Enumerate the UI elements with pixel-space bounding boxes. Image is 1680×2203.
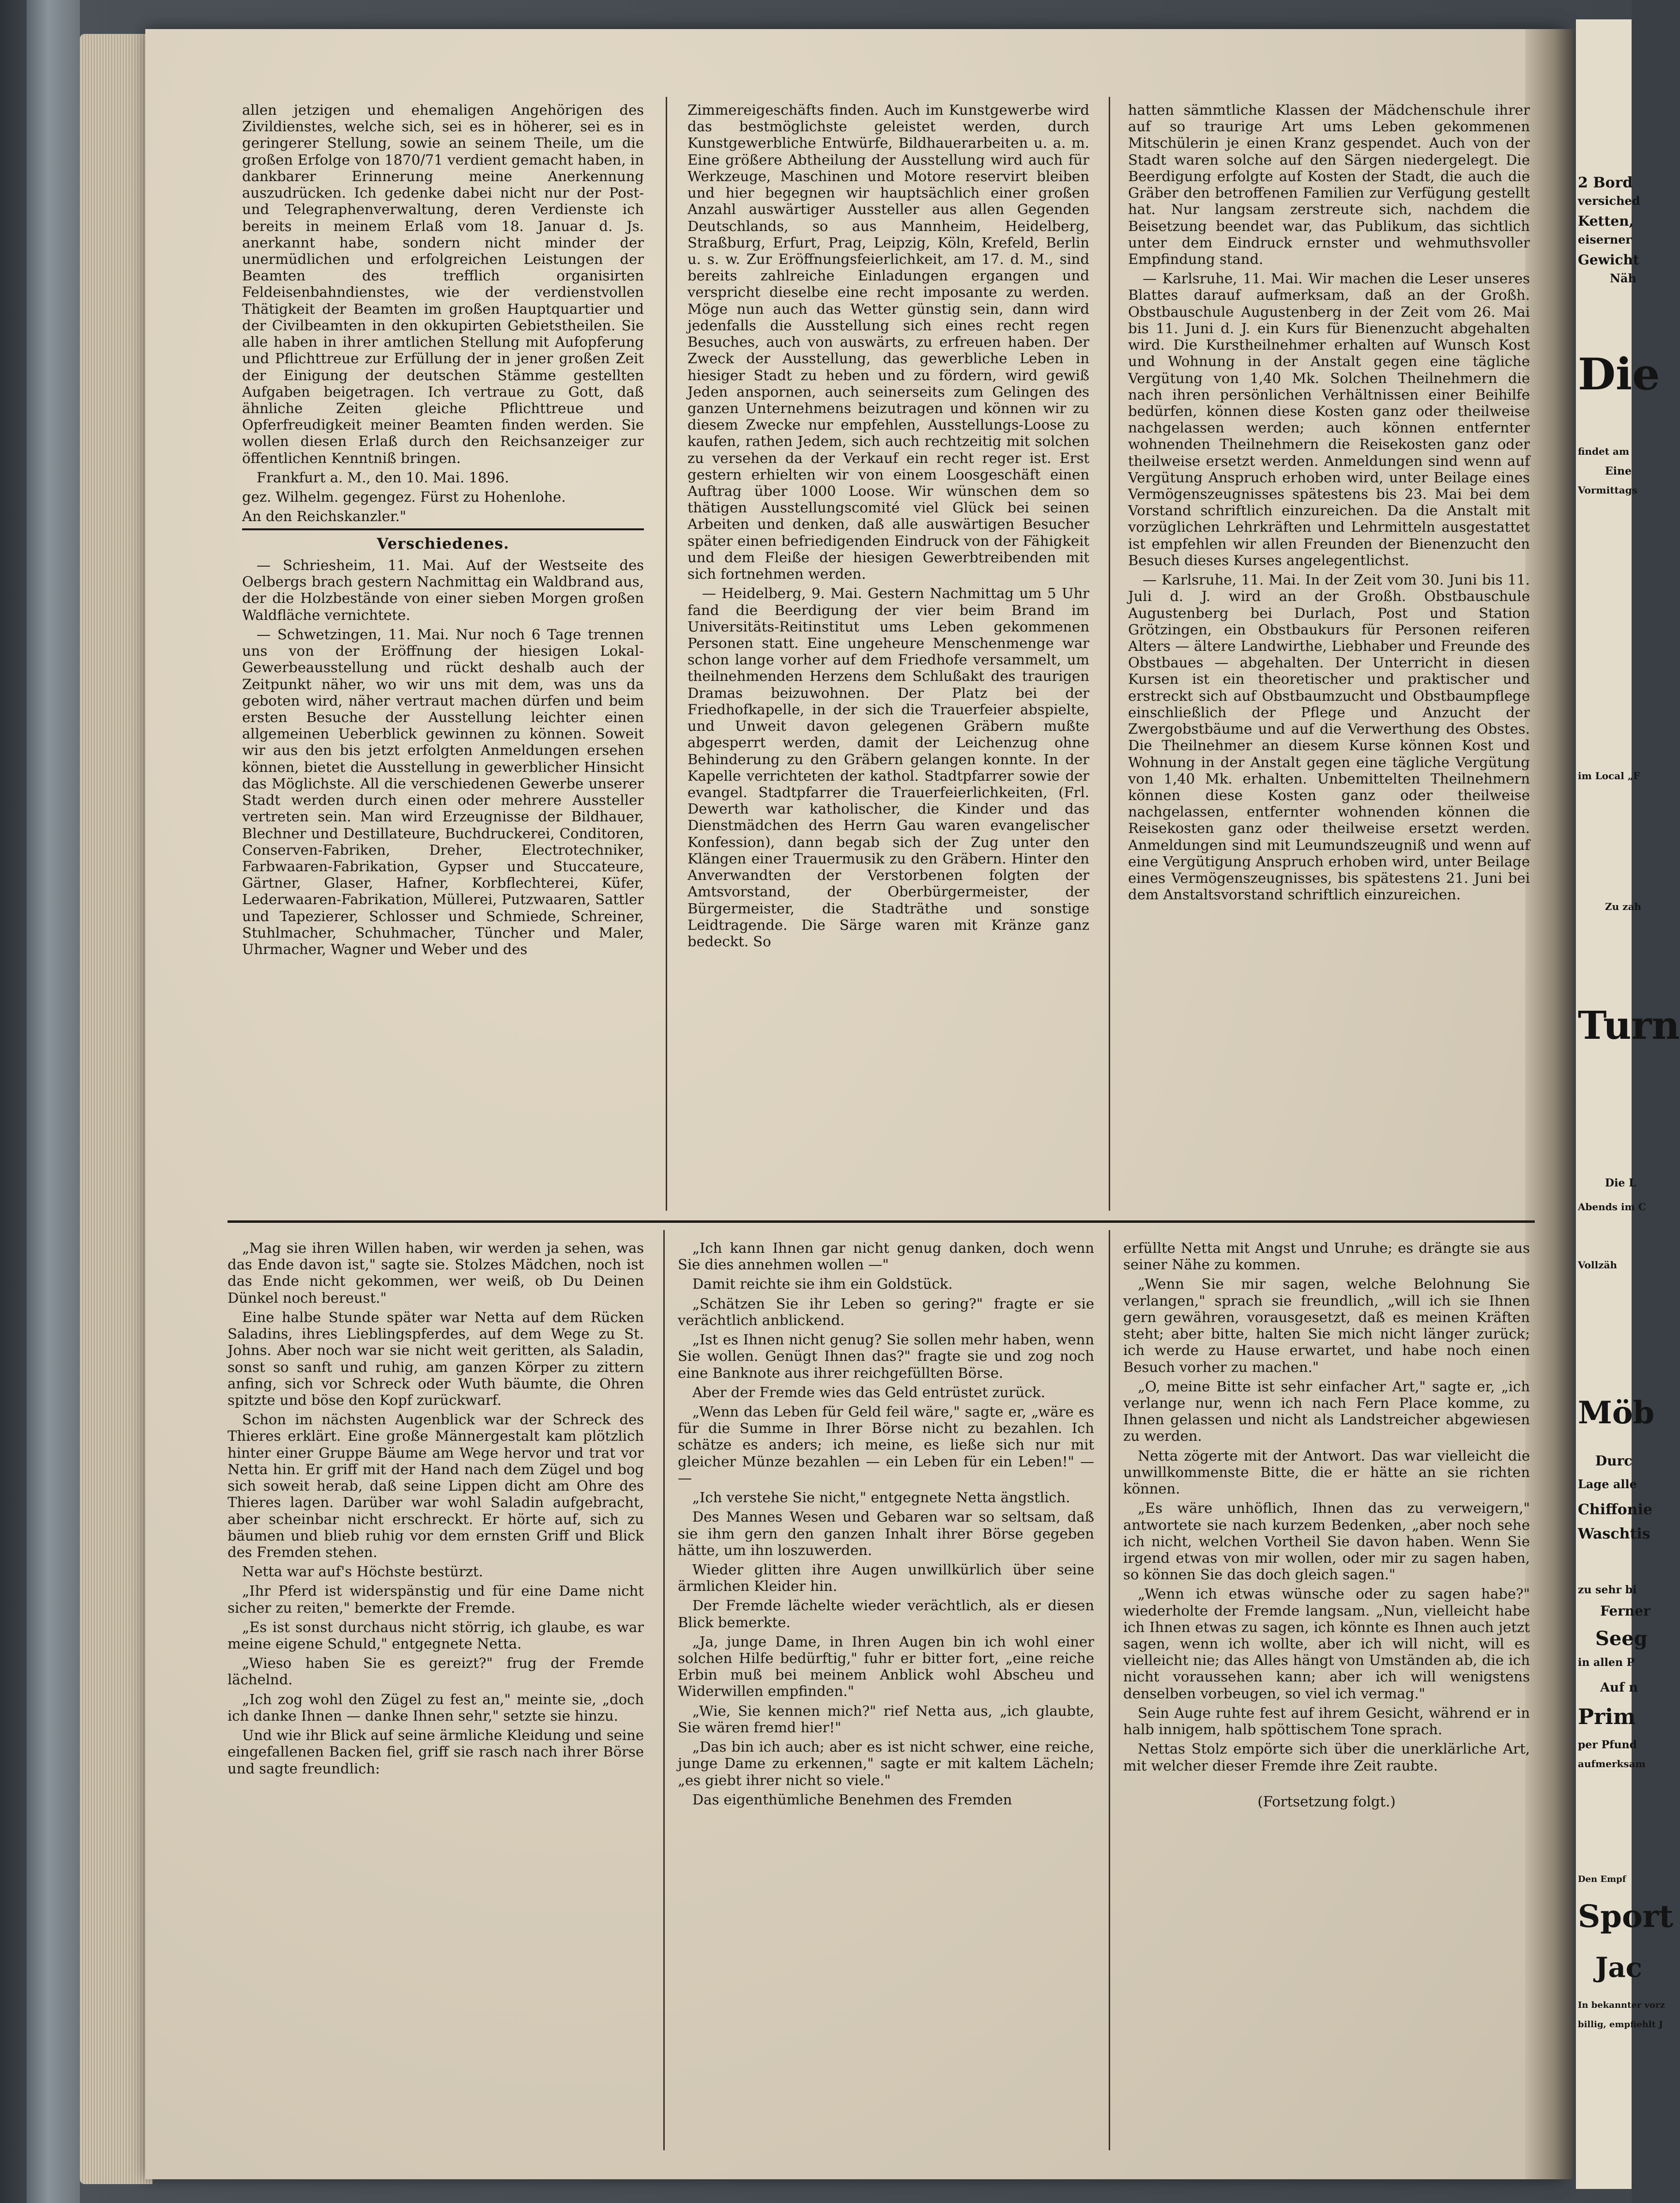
ad-fragment: billig, empfiehlt J	[1578, 2019, 1663, 2030]
ad-fragment: per Pfund	[1578, 1739, 1637, 1751]
story-paragraph: Damit reichte sie ihm ein Goldstück.	[692, 1276, 953, 1293]
story-column-3	[1123, 1240, 1530, 2155]
story-paragraph: Netta zögerte mit der Antwort. Das war vielleicht die unwillkommenste Bitte, die er hätte an sie richten können.	[1123, 1447, 1530, 1497]
column-divider	[1109, 97, 1110, 1211]
ad-fragment: Eine	[1605, 465, 1632, 478]
top-column-2	[687, 102, 1089, 1206]
ad-fragment: Zu zah	[1605, 901, 1641, 912]
story-paragraph: „Schätzen Sie ihr Leben so gering?" fragte er sie verächtlich anblickend.	[678, 1295, 1094, 1328]
page-fold	[1525, 29, 1573, 2179]
ad-fragment: Vormittags	[1578, 484, 1637, 496]
ad-fragment: Ketten,	[1578, 213, 1634, 229]
news-schwetzingen: — Schwetzingen, 11. Mai. Nur noch 6 Tage trennen uns von der Eröffnung der hiesigen Lokal-Gewerbeausstellung und rückt deshalb auch der Zeitpunkt näher, wo wir uns mit dem, was uns da geboten wird, näher vertraut machen dürfen und beim ersten Besuche der Ausstellung leichter einen allgemeinen Ueberblick gewinnen zu können. Soweit wir aus den bis jetzt erfolgten Anmeldungen ersehen können, bietet die Ausstellung in gewerblicher Hinsicht das Möglichste. All die verschiedenen Gewerbe unserer Stadt werden durch einen oder mehrere Aussteller vertreten sein. Man wird Erzeugnisse der Bildhauer, Blechner und Destillateure, Buchdruckerei, Conditoren, Conserven-Fabriken, Dreher, Electrotechniker, Farbwaaren-Fabrikation, Gypser und Stuccateure, Gärtner, Glaser, Hafner, Korbflechterei, Küfer, Lederwaaren-Fabrikation, Müllerei, Putzwaaren, Sattler und Tapezierer, Schlosser und Schmiede, Schreiner, Stuhlmacher, Schuhmacher, Tüncher und Maler, Uhrmacher, Wagner und Weber und des	[242, 626, 644, 958]
ad-fragment: Durc	[1595, 1453, 1633, 1469]
ad-fragment: Möb	[1578, 1395, 1655, 1431]
decree-divider	[242, 528, 644, 530]
story-paragraph: „Wie, Sie kennen mich?" rief Netta aus, „ich glaubte, Sie wären fremd hier!"	[678, 1702, 1094, 1736]
story-column-1	[228, 1240, 644, 2155]
story-paragraph: „Es wäre unhöflich, Ihnen das zu verweigern," antwortete sie nach kurzem Bedenken, „aber noch sehe ich nicht, welchen Vortheil Sie davon haben. Wenn Sie irgend etwas von mir wollen, oder mir zu sagen haben, so können Sie das doch gleich sagen."	[1123, 1500, 1530, 1583]
story-paragraph: „Wenn das Leben für Geld feil wäre," sagte er, „wäre es für die Summe in Ihrer Börse nicht zu bezahlen. Ich schätze es anders; ich meine, es ließe sich nur mit gleicher Münze bezahlen — ein Leben für ein Leben!" — —	[678, 1403, 1094, 1486]
column-divider	[663, 1230, 665, 2150]
top-column-3	[1128, 102, 1530, 1206]
ad-fragment: Waschtis	[1578, 1525, 1650, 1542]
section-heading-verschiedenes: Verschiedenes.	[377, 535, 509, 553]
ad-fragment: aufmerksam	[1578, 1758, 1646, 1770]
ad-fragment: Die L	[1605, 1177, 1636, 1189]
ad-fragment: zu sehr bi	[1578, 1584, 1637, 1596]
ad-fragment: versiched	[1578, 194, 1640, 208]
ad-fragment: In bekannter vorz	[1578, 2000, 1665, 2010]
continuation-note: (Fortsetzung folgt.)	[1257, 1793, 1396, 1810]
ad-fragment: Ferner	[1600, 1603, 1650, 1619]
news-karlsruhe-bienenzucht: — Karlsruhe, 11. Mai. Wir machen die Leser unseres Blattes darauf aufmerksam, daß an der Großh. Obstbauschule Augustenberg in der Zeit vom 26. Mai bis 11. Juni d. J. ein Kurs für Bienenzucht abgehalten wird. Die Kurstheilnehmer erhalten auf Wunsch Kost und Wohnung in der Anstalt gegen eine tägliche Vergütung von 1,40 Mk. Solchen Theilnehmern die nach ihren persönlichen Verhältnissen einer Beihilfe bedürfen, können diese Kosten ganz oder theilweise nachgelassen werden; auch können entfernter wohnenden Theilnehmern die Reisekosten ganz oder theilweise ersetzt werden. Anmeldungen sind wenn auf Vergütung Anspruch erhoben wird, unter Beilage eines Vermögenszeugnisses spätestens bis 23. Mai bei dem Vorstand schriftlich einzureichen. Da die Anstalt mit vorzüglichen Lehrkräften und Lehrmitteln ausgestattet ist empfehlen wir allen Freunden der Bienenzucht den Besuch dieses Kurses angelegentlichst.	[1128, 270, 1530, 569]
news-schwetzingen-cont: Zimmereigeschäfts finden. Auch im Kunstgewerbe wird das bestmöglichste geleistet werden, durch Kunstgewerbliche Entwürfe, Bildhauerarbeiten u. a. m. Eine größere Abtheilung der Ausstellung wird auch für Werkzeuge, Maschinen und Motore reservirt bleiben und hier begegnen wir hauptsächlich einer großen Anzahl auswärtiger Aussteller aus allen Gegenden Deutschlands, so aus Mannheim, Heidelberg, Straßburg, Erfurt, Prag, Leipzig, Köln, Krefeld, Berlin u. s. w. Zur Eröffnungsfeierlichkeit, am 17. d. M., sind bereits zahlreiche Einladungen ergangen und verspricht dieselbe eine recht imposante zu werden. Möge nun auch das Wetter günstig sein, dann wird jedenfalls die Ausstellung sich eines recht regen Besuches, auch von auswärts, zu erfreuen haben. Der Zweck der Ausstellung, das gewerbliche Leben in hiesiger Stadt zu heben und zu fördern, wird gewiß Jeden anspornen, auch seinerseits zum Gelingen des ganzen Unternehmens beizutragen und können wir zu diesem Zwecke nur empfehlen, Ausstellungs-Loose zu kaufen, rathen Jedem, sich auch rechtzeitig mit solchen zu versehen da der Verkauf ein recht reger ist. Erst gestern erhielten wir von einem Loosgeschäft einen Auftrag über 1000 Loose. Wir wünschen dem so thätigen Ausstellungscomité viel Glück bei seinen Arbeiten und denken, daß alle auswärtigen Besucher später einen befriedigenden Eindruck von der Fähigkeit und dem Fleiße der hiesigen Gewerbtreibenden mit sich fortnehmen werden.	[687, 102, 1089, 583]
ad-fragment: Abends im C	[1578, 1201, 1646, 1213]
story-paragraph: Das eigenthümliche Benehmen des Fremden	[692, 1791, 1012, 1808]
decree-addressee: An den Reichskanzler."	[242, 508, 407, 525]
top-column-1	[242, 102, 644, 1206]
news-karlsruhe-obstbau: — Karlsruhe, 11. Mai. In der Zeit vom 30. Juni bis 11. Juli d. J. wird an der Großh. Obstbauschule Augustenberg bei Durlach, Post und Station Grötzingen, ein Obstbaukurs für Personen reiferen Alters — ältere Landwirthe, Liebhaber und Freunde des Obstbaues — abgehalten. Der Unterricht in diesen Kursen ist ein theoretischer und praktischer und erstreckt sich auf Obstbaumzucht und Obstbaumpflege einschließlich der Pflege und Anzucht der Zwergobstbäume und auf die Verwerthung des Obstes. Die Theilnehmer an diesem Kurse können Kost und Wohnung in der Anstalt gegen eine tägliche Vergütung von 1,40 Mk. erhalten. Unbemittelten Theilnehmern können diese Kosten ganz oder theilweise nachgelassen, entfernter wohnenden können die Reisekosten ganz oder theilweise ersetzt werden. Anmeldungen sind mit Leumundszeugniß und wenn auf eine Vergütigung Anspruch erhoben wird, unter Beilage eines Vermögenszeugnisses, bis spätestens 21. Juni bei dem Anstaltsvorstand schriftlich einzureichen.	[1128, 571, 1530, 903]
story-paragraph: „Ja, junge Dame, in Ihren Augen bin ich wohl einer solchen Hilfe bedürftig," fuhr er bitter fort, „eine reiche Erbin muß bei meinem Anblick wohl Abscheu und Widerwillen empfinden."	[678, 1633, 1094, 1700]
story-paragraph: „Ist es Ihnen nicht genug? Sie sollen mehr haben, wenn Sie wollen. Genügt Ihnen das?" fragte sie und zog noch eine Banknote aus ihrer reichgefüllten Börse.	[678, 1331, 1094, 1381]
ad-fragment: Chiffonie	[1578, 1501, 1653, 1518]
ad-fragment: eiserner	[1578, 232, 1632, 246]
story-paragraph: „Wieso haben Sie es gereizt?" frug der Fremde lächelnd.	[228, 1655, 644, 1688]
ad-fragment: Vollzäh	[1578, 1259, 1618, 1271]
story-paragraph: „Es ist sonst durchaus nicht störrig, ich glaube, es war meine eigene Schuld," entgegnete Netta.	[228, 1618, 644, 1652]
ad-fragment: Auf n	[1600, 1680, 1638, 1695]
column-divider	[666, 97, 667, 1211]
story-column-2	[678, 1240, 1094, 2155]
story-paragraph: „Ihr Pferd ist widerspänstig und für eine Dame nicht sicher zu reiten," bemerkte der Fremde.	[228, 1583, 644, 1616]
story-paragraph: „Ich zog wohl den Zügel zu fest an," meinte sie, „doch ich danke Ihnen — danke Ihnen sehr," setzte sie hinzu.	[228, 1691, 644, 1724]
story-paragraph: erfüllte Netta mit Angst und Unruhe; es drängte sie aus seiner Nähe zu kommen.	[1123, 1240, 1530, 1273]
ad-fragment: Prim	[1578, 1705, 1636, 1729]
story-paragraph: Nettas Stolz empörte sich über die unerklärliche Art, mit welcher dieser Fremde ihre Zeit raubte.	[1123, 1741, 1530, 1774]
story-paragraph: Eine halbe Stunde später war Netta auf dem Rücken Saladins, ihres Lieblingspferdes, auf dem Wege zu St. Johns. Aber noch war sie nicht weit geritten, als Saladin, sonst so sanft und ruhig, am ganzen Körper zu zittern anfing, sich vor Schreck oder Wuth bäumte, die Ohren spitzte und böse den Kopf zurückwarf.	[228, 1309, 644, 1408]
book-binding	[27, 0, 80, 2203]
story-paragraph: Des Mannes Wesen und Gebaren war so seltsam, daß sie ihm gern den ganzen Inhalt ihrer Börse gegeben hätte, um ihn loszuwerden.	[678, 1509, 1094, 1558]
ad-fragment: Sport	[1578, 1898, 1673, 1935]
news-heidelberg: — Heidelberg, 9. Mai. Gestern Nachmittag um 5 Uhr fand die Beerdigung der vier beim Brand im Universitäts-Reitinstitut ums Leben gekommenen Personen statt. Eine ungeheure Menschenmenge war schon lange vorher auf dem Friedhofe versammelt, um theilnehmenden Herzens dem Schlußakt des traurigen Dramas beizuwohnen. Der Platz bei der Friedhofkapelle, in der sich die Trauerfeier abspielte, und Unweit davon gelegenen Gräbern mußte abgesperrt werden, damit der Leichenzug ohne Behinderung zu den Gräbern gelangen konnte. In der Kapelle verrichteten der kathol. Stadtpfarrer sowie der evangel. Stadtpfarrer die Trauerfeierlichkeiten, (Frl. Dewerth war katholischer, die Kinder und das Dienstmädchen des Herrn Gau waren evangelischer Konfession), dann begab sich der Zug unter den Klängen einer Trauermusik zu den Gräbern. Hinter den Anverwandten der Verstorbenen folgten der Amtsvorstand, der Oberbürgermeister, der Bürgermeister, die Stadträthe und sonstige Leidtragende. Die Särge waren mit Kränze ganz bedeckt. So	[687, 585, 1089, 950]
story-paragraph: Und wie ihr Blick auf seine ärmliche Kleidung und seine eingefallenen Backen fiel, griff sie rasch nach ihrer Börse und sagte freundlich:	[228, 1727, 644, 1777]
story-paragraph: „Ich verstehe Sie nicht," entgegnete Netta ängstlich.	[692, 1489, 1070, 1506]
story-paragraph: „Wenn Sie mir sagen, welche Belohnung Sie verlangen," sprach sie freundlich, „will ich sie Ihnen gern gewähren, vorausgesetzt, daß es meinen Kräften steht; aber bitte, halten Sie mich nicht länger zurück; ich werde zu Hause erwartet, und habe noch einen Besuch vorher zu machen."	[1123, 1276, 1530, 1375]
story-paragraph: „Ich kann Ihnen gar nicht genug danken, doch wenn Sie dies annehmen wollen —"	[678, 1240, 1094, 1273]
story-paragraph: Wieder glitten ihre Augen unwillkürlich über seine ärmlichen Kleider hin.	[678, 1561, 1094, 1595]
ad-fragment: im Local „F	[1578, 770, 1640, 782]
story-paragraph: Schon im nächsten Augenblick war der Schreck des Thieres erklärt. Eine große Männergestalt kam plötzlich hinter einer Gruppe Bäume am Wege hervor und trat vor Netta hin. Er griff mit der Hand nach dem Zügel und bog sich soweit herab, daß seine Lippen dicht am Ohre des Thieres lagen. Darüber war wohl Saladin aufgebracht, aber scheinbar nicht erschreckt. Er hörte auf, sich zu bäumen und blieb ruhig vor dem ernsten Griff und Blick des Fremden stehen.	[228, 1411, 644, 1560]
ad-fragment: findet am	[1578, 446, 1630, 457]
page-edges	[80, 34, 153, 2184]
ad-fragment: Jac	[1595, 1952, 1642, 1984]
story-paragraph: „Mag sie ihren Willen haben, wir werden ja sehen, was das Ende davon ist," sagte sie. Stolzes Mädchen, noch ist das Ende nicht gekommen, wer weiß, ob Du Deinen Dünkel noch bereust."	[228, 1240, 644, 1306]
decree-signature: gez. Wilhelm. gegengez. Fürst zu Hohenlohe.	[242, 489, 566, 506]
ad-fragment: 2 Bord	[1578, 174, 1633, 191]
ad-fragment: Turn	[1578, 1002, 1680, 1048]
story-paragraph: „Das bin ich auch; aber es ist nicht schwer, eine reiche, junge Dame zu erkennen," sagte er mit kaltem Lächeln; „es giebt ihrer nicht so viele."	[678, 1739, 1094, 1788]
adjacent-page	[1576, 19, 1680, 2189]
ad-fragment: Gewicht	[1578, 252, 1639, 268]
story-paragraph: Der Fremde lächelte wieder verächtlich, als er diesen Blick bemerkte.	[678, 1597, 1094, 1631]
story-paragraph: Sein Auge ruhte fest auf ihrem Gesicht, während er in halb innigem, halb spöttischem Tone sprach.	[1123, 1704, 1530, 1738]
ad-fragment: Die	[1578, 349, 1660, 400]
story-paragraph: „O, meine Bitte ist sehr einfacher Art," sagte er, „ich verlange nur, wenn ich nach Fern Place komme, zu Ihnen gelassen und nicht als Landstreicher abgewiesen zu werden.	[1123, 1378, 1530, 1445]
ad-fragment: Den Empf	[1578, 1874, 1626, 1884]
column-divider	[1109, 1230, 1110, 2150]
story-paragraph: „Wenn ich etwas wünsche oder zu sagen habe?" wiederholte der Fremde langsam. „Nun, vielleicht habe ich Ihnen etwas zu sagen, ich könnte es Ihnen auch jetzt sagen, wenn ich wollte, aber ich will nicht, will es vielleicht nie; das Alles hängt von Umständen ab, die ich nicht voraussehen kann; aber ich will wenigstens denselben vorbeugen, so viel ich vermag."	[1123, 1586, 1530, 1702]
decree-place-date: Frankfurt a. M., den 10. Mai. 1896.	[257, 469, 509, 486]
news-heidelberg-cont: hatten sämmtliche Klassen der Mädchenschule ihrer auf so traurige Art ums Leben gekommenen Mitschülerin je einen Kranz gespendet. Auch von der Stadt waren solche auf den Särgen niedergelegt. Die Beerdigung erfolgte auf Kosten der Stadt, die auch die Gräber den betroffenen Familien zur Verfügung gestellt hat. Nur langsam zerstreute sich, nachdem die Beisetzung beendet war, das Publikum, das sichtlich unter dem Eindruck ernster und wehmuthsvoller Empfindung stand.	[1128, 102, 1530, 267]
story-paragraph: Aber der Fremde wies das Geld entrüstet zurück.	[692, 1384, 1045, 1401]
feuilleton-divider	[228, 1220, 1535, 1223]
ad-fragment: Näh	[1610, 271, 1636, 285]
ad-fragment: in allen P	[1578, 1656, 1635, 1669]
ad-fragment: Lage alle	[1578, 1477, 1637, 1491]
ad-fragment: Seeg	[1595, 1627, 1648, 1650]
story-paragraph: Netta war auf's Höchste bestürzt.	[242, 1563, 483, 1580]
news-schriesheim: — Schriesheim, 11. Mai. Auf der Westseite des Oelbergs brach gestern Nachmittag ein Waldbrand aus, der die Holzbestände von einer sieben Morgen großen Waldfläche vernichtete.	[242, 557, 644, 623]
decree-text: allen jetzigen und ehemaligen Angehörigen des Zivildienstes, welche sich, sei es in höherer, sei es in geringerer Stellung, sowie an seinem Theile, um die großen Erfolge von 1870/71 verdient gemacht haben, in dankbarer Erinnerung meine Anerkennung auszudrücken. Ich gedenke dabei nicht nur der Post- und Telegraphenverwaltung, deren Verdienste ich bereits in meinem Erlaß vom 18. Januar d. Js. anerkannt habe, sondern nicht minder der unermüdlichen und erfolgreichen Leistungen der Beamten des trefflich organisirten Feldeisenbahndienstes, wie der verdienstvollen Thätigkeit der Beamten im großen Hauptquartier und der Civilbeamten in den okkupirten Gebietstheilen. Sie alle haben in ihrer amtlichen Stellung mit Aufopferung und Pflichttreue zur Erfüllung der in jener großen Zeit der Einigung der deutschen Stämme gestellten Aufgaben beigetragen. Ich vertraue zu Gott, daß ähnliche Zeiten gleiche Pflichttreue und Opferfreudigkeit meiner Beamten finden werden. Sie wollen diesen Erlaß durch den Reichsanzeiger zur öffentlichen Kenntniß bringen.	[242, 102, 644, 466]
